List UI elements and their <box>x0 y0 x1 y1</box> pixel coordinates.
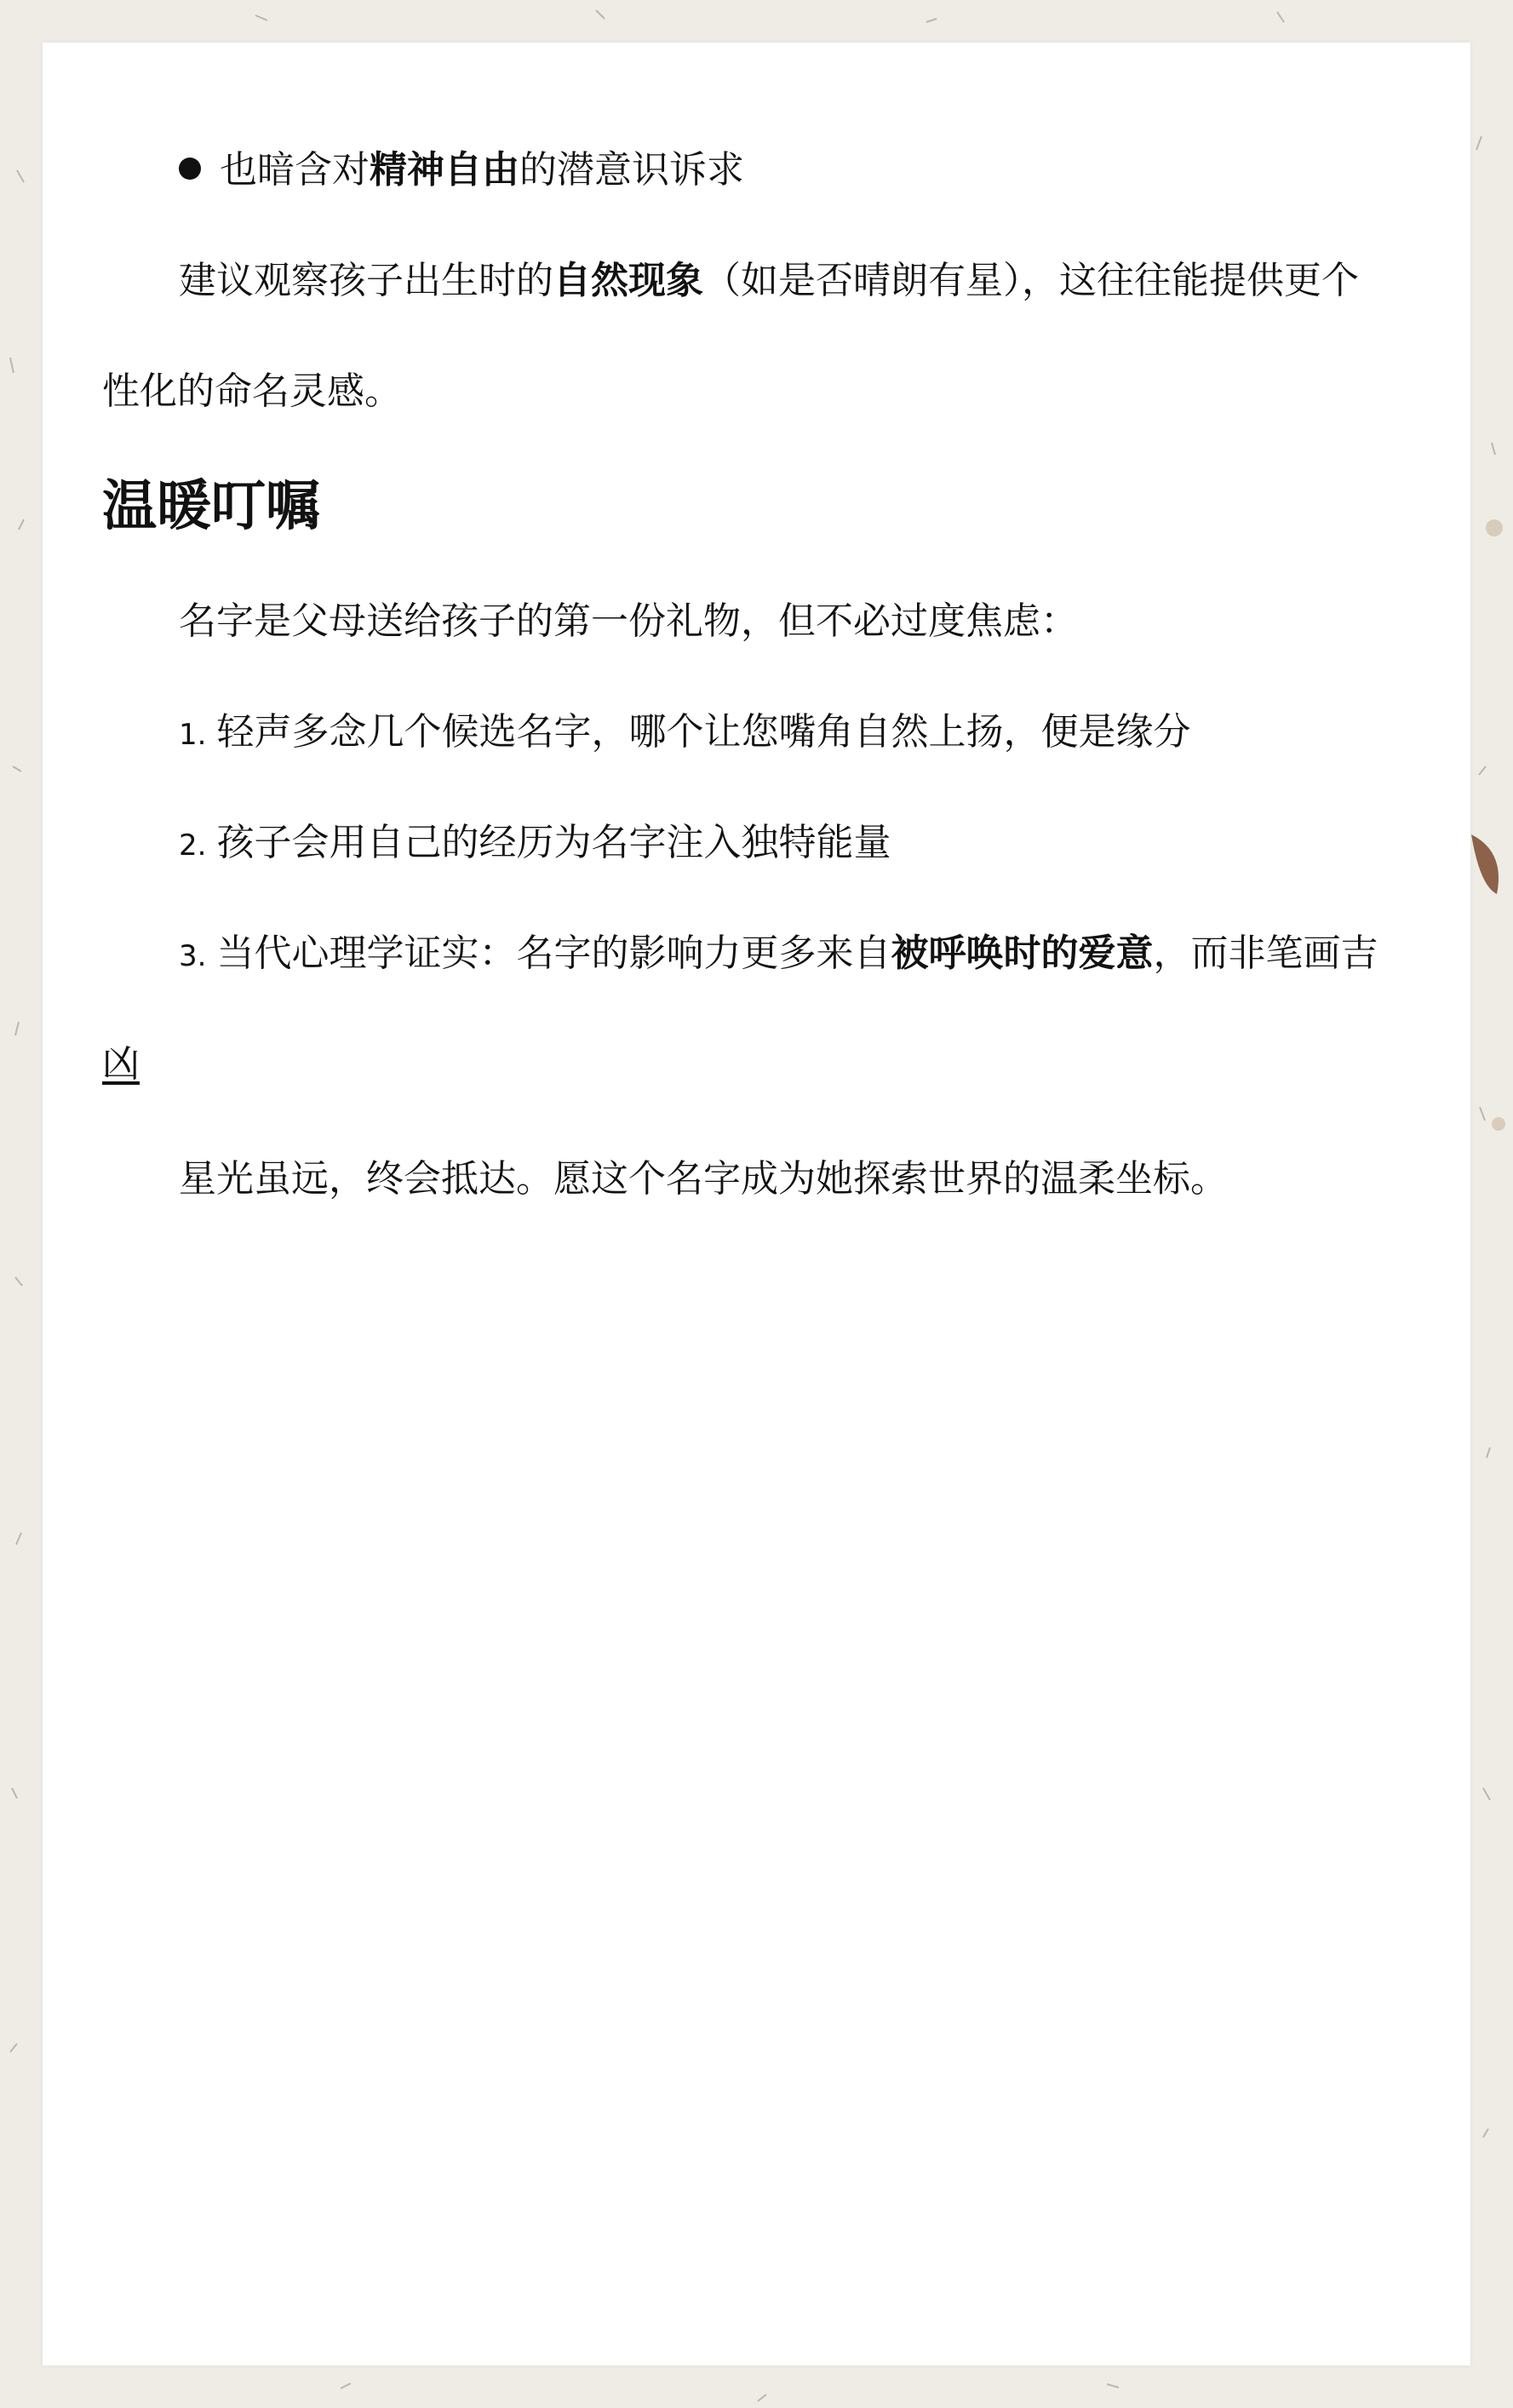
document-page <box>43 43 1470 2365</box>
list-text: 轻声多念几个候选名字，哪个让您嘴角自然上扬，便是缘分 <box>216 710 1191 754</box>
list-text: 当代心理学证实：名字的影响力更多来自 <box>216 932 891 975</box>
list-item-wrap <box>102 1009 140 1120</box>
suggestion-text: 建议观察孩子出生时的 <box>179 259 553 302</box>
bullet-text-suffix: 的潜意识诉求 <box>519 148 744 192</box>
suggestion-text-suffix: （如是否晴朗有星），这往往能提供更个 <box>703 259 1359 302</box>
list-item <box>179 788 891 901</box>
suggestion-bold-text: 自然现象 <box>553 259 703 302</box>
closing-paragraph: 星光虽远，终会抵达。愿这个名字成为她探索世界的温柔坐标。 <box>179 1157 1228 1201</box>
list-text-continued: 凶 <box>102 1042 140 1086</box>
bullet-item <box>179 115 744 226</box>
suggestion-text-continued: 性化的命名灵感。 <box>102 370 402 413</box>
list-number: 3. <box>179 939 207 973</box>
suggestion-paragraph-line1 <box>179 226 1359 336</box>
bullet-text: 也暗含对 <box>220 148 370 192</box>
list-text: 孩子会用自己的经历为名字注入独特能量 <box>216 821 891 864</box>
list-number: 2. <box>179 828 207 863</box>
section-heading: 温暖叮嘱 <box>102 475 320 538</box>
intro-paragraph: 名字是父母送给孩子的第一份礼物，但不必过度焦虑： <box>179 599 1078 643</box>
list-item <box>179 898 1378 1012</box>
list-item <box>179 677 1190 790</box>
list-number: 1. <box>179 718 207 752</box>
list-bold-text: 被呼唤时的爱意 <box>891 932 1154 975</box>
bullet-dot-icon <box>179 158 201 180</box>
bullet-bold-text: 精神自由 <box>370 148 519 192</box>
list-text-suffix: ，而非笔画吉 <box>1153 932 1378 975</box>
suggestion-paragraph-line2 <box>102 336 402 447</box>
